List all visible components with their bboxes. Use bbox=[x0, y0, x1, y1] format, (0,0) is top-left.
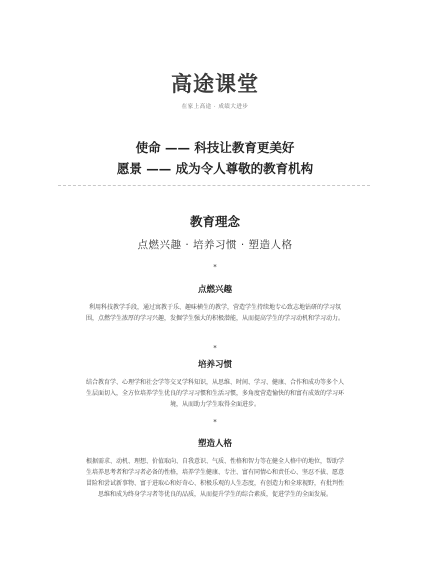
philosophy-title: 教育理念 bbox=[189, 214, 240, 229]
body-line: 冒险和尝试新事物、富于进取心和好奇心、积极乐观的人生态度，有创造力和全球视野，有批判性 bbox=[85, 480, 344, 487]
section-heading: 塑造人格 bbox=[197, 439, 232, 449]
section-heading: 点燃兴趣 bbox=[197, 285, 232, 295]
body-line: 结合教育学、心理学和社会学等交叉学科知识，从思维、时间、学习、健康、合作和成功等多个人 bbox=[85, 379, 344, 386]
logo-title: 高途课堂 bbox=[171, 72, 259, 96]
dashed-divider bbox=[58, 185, 370, 186]
section-heading: 培养习惯 bbox=[197, 360, 232, 370]
star-separator: * bbox=[213, 344, 217, 352]
section-personality bbox=[0, 437, 430, 500]
mission-line: 使命 —— 科技让教育更美好 bbox=[135, 140, 295, 155]
star-separator: * bbox=[213, 263, 217, 271]
section-interest bbox=[0, 283, 430, 324]
section-habits bbox=[0, 358, 430, 410]
philosophy bbox=[0, 212, 430, 252]
logo bbox=[0, 68, 430, 110]
separator-star bbox=[0, 263, 430, 271]
body-line: 生层面切入，全方位培养学生优良的学习习惯和生活习惯，多角度营造愉快的和富有成效的学习环 bbox=[85, 390, 344, 397]
body-line: 围，点燃学生浓厚的学习兴趣，发掘学生强大的积极潜能，从而提高学生的学习动机和学习动力。 bbox=[85, 315, 344, 322]
body-line: 思维和成为终身学习者等优良的品质，从而提升学生的综合素质，促进学生的全面发展。 bbox=[97, 491, 332, 498]
body-line: 境，从而助力学生取得全面进步。 bbox=[169, 401, 260, 408]
philosophy-subtitle: 点燃兴趣 · 培养习惯 · 塑造人格 bbox=[137, 239, 293, 251]
body-line: 利用科技教学手段，通过寓教于乐、趣味横生的教学，营造学生持续地专心致志地钻研的学习氛 bbox=[88, 304, 341, 311]
body-line: 生培养思考者和学习者必备的性格，培养学生健康、专注、富有同情心和责任心、坚忍不拔、愿意 bbox=[85, 469, 344, 476]
separator-star bbox=[0, 344, 430, 352]
section-body bbox=[65, 302, 365, 324]
section-body bbox=[65, 456, 365, 500]
logo-slogan: 在家上高途 · 成绩大进步 bbox=[181, 104, 249, 110]
separator-star bbox=[0, 418, 430, 426]
body-line: 根据需求、动机、理想、价值取向、自我意识、气质、性格和智力等在健全人格中的地位，帮助学 bbox=[85, 458, 344, 465]
mission-vision bbox=[0, 137, 430, 179]
star-separator: * bbox=[213, 418, 217, 426]
vision-line: 愿景 —— 成为令人尊敬的教育机构 bbox=[116, 161, 314, 176]
section-body bbox=[65, 377, 365, 410]
